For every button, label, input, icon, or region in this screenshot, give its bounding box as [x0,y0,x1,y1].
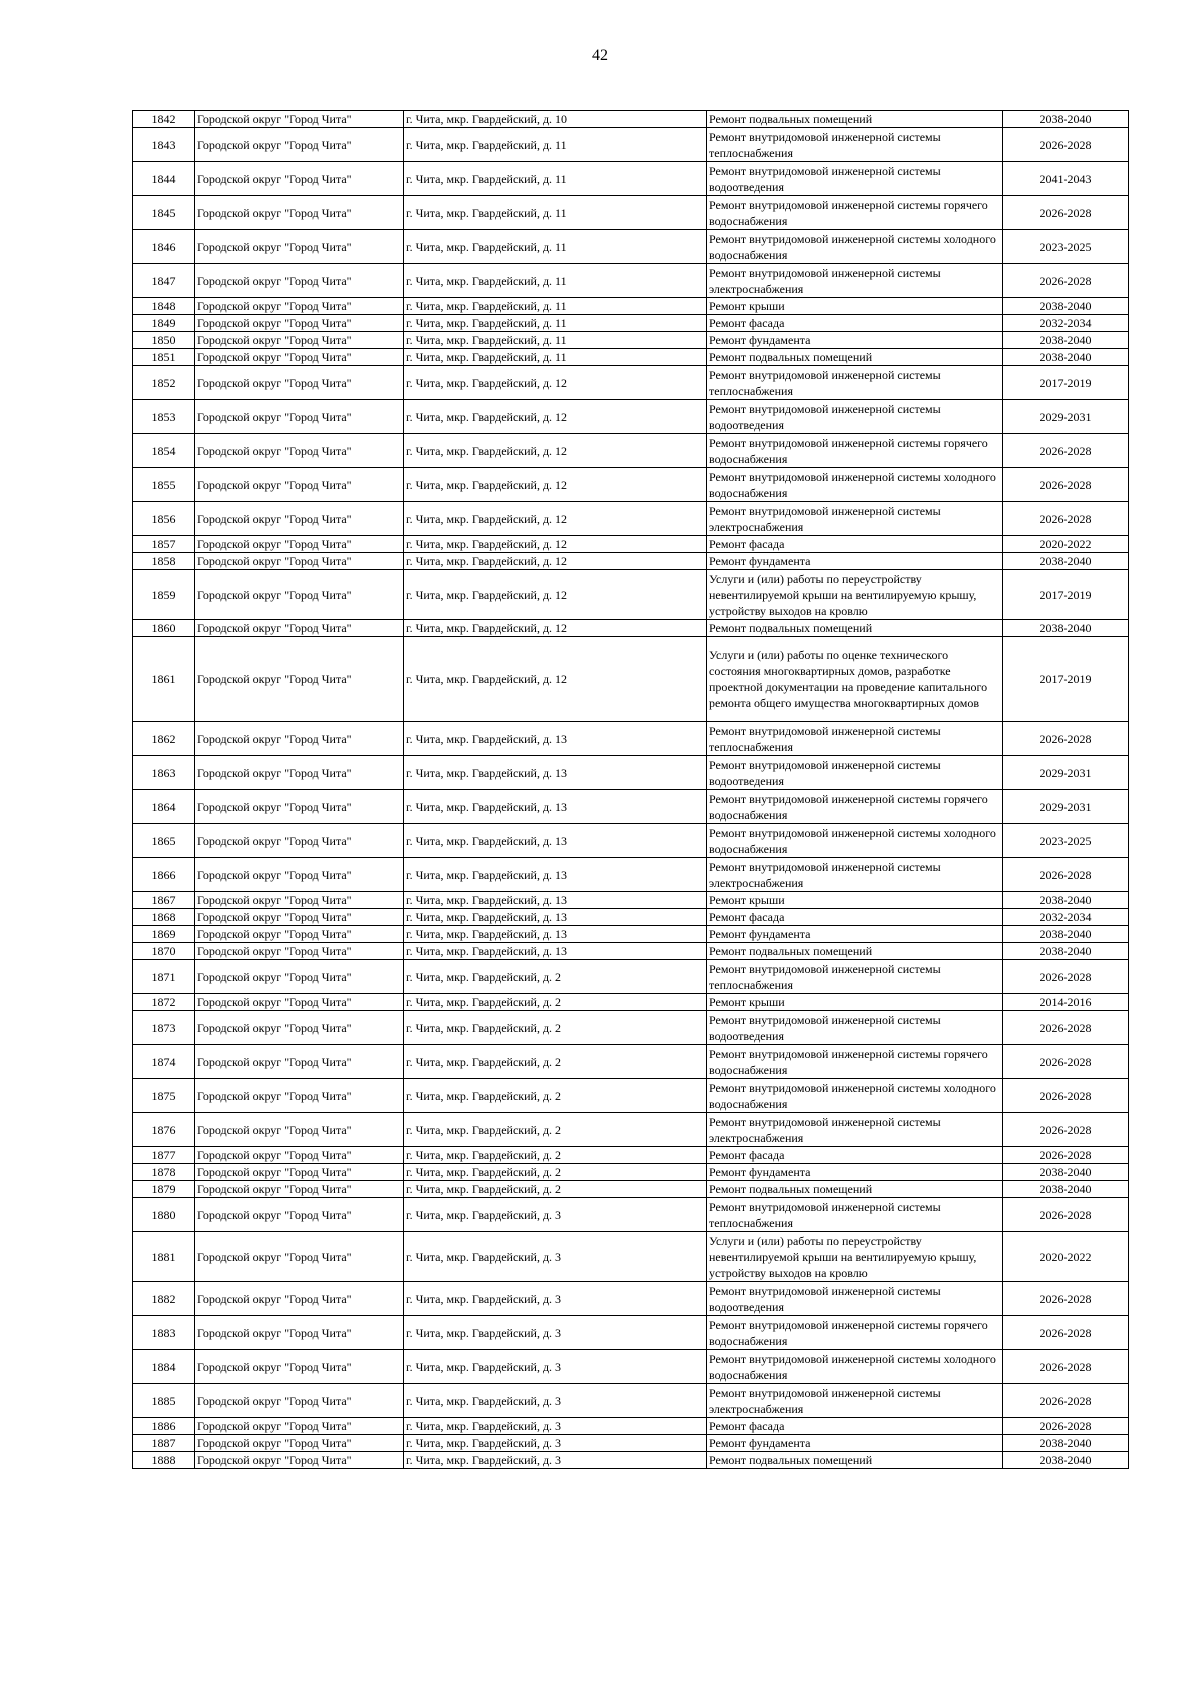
address-cell: г. Чита, мкр. Гвардейский, д. 3 [404,1282,707,1316]
row-number: 1855 [133,468,195,502]
page-number: 42 [592,47,608,64]
work-type-cell: Ремонт фасада [707,536,1003,553]
work-type-cell: Ремонт подвальных помещений [707,349,1003,366]
table-row [133,434,1129,468]
municipality-cell: Городской округ "Город Чита" [195,1232,404,1282]
address-cell: г. Чита, мкр. Гвардейский, д. 12 [404,468,707,502]
address-cell: г. Чита, мкр. Гвардейский, д. 13 [404,722,707,756]
table-row [133,400,1129,434]
work-type-cell: Ремонт внутридомовой инженерной системы горячего водоснабжения [707,1316,1003,1350]
period-cell: 2038-2040 [1003,1452,1129,1469]
municipality-cell: Городской округ "Город Чита" [195,128,404,162]
row-number: 1858 [133,553,195,570]
work-type-cell: Ремонт крыши [707,892,1003,909]
work-type-cell: Ремонт фундамента [707,1164,1003,1181]
work-type-cell: Ремонт внутридомовой инженерной системы электроснабжения [707,264,1003,298]
period-cell: 2026-2028 [1003,1282,1129,1316]
work-type-cell: Ремонт внутридомовой инженерной системы холодного водоснабжения [707,230,1003,264]
row-number: 1878 [133,1164,195,1181]
table-row [133,502,1129,536]
row-number: 1856 [133,502,195,536]
table-row [133,570,1129,620]
address-cell: г. Чита, мкр. Гвардейский, д. 11 [404,230,707,264]
address-cell: г. Чита, мкр. Гвардейский, д. 11 [404,196,707,230]
period-cell: 2026-2028 [1003,468,1129,502]
row-number: 1862 [133,722,195,756]
table-row [133,1045,1129,1079]
municipality-cell: Городской округ "Город Чита" [195,196,404,230]
row-number: 1882 [133,1282,195,1316]
municipality-cell: Городской округ "Город Чита" [195,111,404,128]
address-cell: г. Чита, мкр. Гвардейский, д. 10 [404,111,707,128]
period-cell: 2026-2028 [1003,1113,1129,1147]
municipality-cell: Городской округ "Город Чита" [195,858,404,892]
municipality-cell: Городской округ "Город Чита" [195,960,404,994]
period-cell: 2014-2016 [1003,994,1129,1011]
address-cell: г. Чита, мкр. Гвардейский, д. 12 [404,434,707,468]
address-cell: г. Чита, мкр. Гвардейский, д. 3 [404,1198,707,1232]
address-cell: г. Чита, мкр. Гвардейский, д. 2 [404,1079,707,1113]
work-type-cell: Ремонт фундамента [707,926,1003,943]
row-number: 1869 [133,926,195,943]
municipality-cell: Городской округ "Город Чита" [195,1198,404,1232]
municipality-cell: Городской округ "Город Чита" [195,1079,404,1113]
work-type-cell: Ремонт внутридомовой инженерной системы теплоснабжения [707,722,1003,756]
municipality-cell: Городской округ "Город Чита" [195,349,404,366]
row-number: 1877 [133,1147,195,1164]
work-type-cell: Ремонт внутридомовой инженерной системы горячего водоснабжения [707,196,1003,230]
address-cell: г. Чита, мкр. Гвардейский, д. 2 [404,960,707,994]
work-type-cell: Ремонт внутридомовой инженерной системы холодного водоснабжения [707,824,1003,858]
row-number: 1863 [133,756,195,790]
municipality-cell: Городской округ "Город Чита" [195,570,404,620]
municipality-cell: Городской округ "Город Чита" [195,637,404,722]
work-type-cell: Ремонт внутридомовой инженерной системы водоотведения [707,1011,1003,1045]
work-type-cell: Ремонт внутридомовой инженерной системы электроснабжения [707,858,1003,892]
address-cell: г. Чита, мкр. Гвардейский, д. 3 [404,1384,707,1418]
row-number: 1847 [133,264,195,298]
period-cell: 2026-2028 [1003,1384,1129,1418]
row-number: 1854 [133,434,195,468]
address-cell: г. Чита, мкр. Гвардейский, д. 3 [404,1316,707,1350]
table-row [133,790,1129,824]
work-type-cell: Ремонт подвальных помещений [707,1181,1003,1198]
address-cell: г. Чита, мкр. Гвардейский, д. 3 [404,1435,707,1452]
table-row [133,1198,1129,1232]
municipality-cell: Городской округ "Город Чита" [195,1113,404,1147]
work-type-cell: Ремонт внутридомовой инженерной системы холодного водоснабжения [707,468,1003,502]
row-number: 1875 [133,1079,195,1113]
work-type-cell: Ремонт внутридомовой инженерной системы горячего водоснабжения [707,434,1003,468]
work-type-cell: Ремонт внутридомовой инженерной системы водоотведения [707,756,1003,790]
table-row [133,349,1129,366]
period-cell: 2026-2028 [1003,960,1129,994]
address-cell: г. Чита, мкр. Гвардейский, д. 12 [404,502,707,536]
table-row [133,1113,1129,1147]
table-row [133,1316,1129,1350]
work-type-cell: Ремонт фундамента [707,553,1003,570]
work-type-cell: Ремонт внутридомовой инженерной системы электроснабжения [707,1384,1003,1418]
work-type-cell: Услуги и (или) работы по переустройству невентилируемой крыши на вентилируемую крышу, устройству выходов на кровлю [707,570,1003,620]
table-row [133,315,1129,332]
work-type-cell: Ремонт фасада [707,909,1003,926]
municipality-cell: Городской округ "Город Чита" [195,994,404,1011]
address-cell: г. Чита, мкр. Гвардейский, д. 13 [404,943,707,960]
work-type-cell: Ремонт внутридомовой инженерной системы холодного водоснабжения [707,1079,1003,1113]
table-row [133,637,1129,722]
period-cell: 2029-2031 [1003,400,1129,434]
table-row [133,722,1129,756]
period-cell: 2026-2028 [1003,434,1129,468]
row-number: 1881 [133,1232,195,1282]
table-row [133,196,1129,230]
table-row [133,909,1129,926]
municipality-cell: Городской округ "Город Чита" [195,434,404,468]
municipality-cell: Городской округ "Город Чита" [195,162,404,196]
period-cell: 2026-2028 [1003,128,1129,162]
row-number: 1845 [133,196,195,230]
address-cell: г. Чита, мкр. Гвардейский, д. 11 [404,128,707,162]
address-cell: г. Чита, мкр. Гвардейский, д. 11 [404,332,707,349]
work-type-cell: Ремонт фундамента [707,332,1003,349]
address-cell: г. Чита, мкр. Гвардейский, д. 13 [404,858,707,892]
period-cell: 2026-2028 [1003,1045,1129,1079]
period-cell: 2026-2028 [1003,1079,1129,1113]
row-number: 1850 [133,332,195,349]
period-cell: 2026-2028 [1003,722,1129,756]
row-number: 1871 [133,960,195,994]
work-type-cell: Ремонт фасада [707,315,1003,332]
work-type-cell: Ремонт внутридомовой инженерной системы водоотведения [707,162,1003,196]
row-number: 1851 [133,349,195,366]
municipality-cell: Городской округ "Город Чита" [195,1316,404,1350]
table-row [133,1350,1129,1384]
address-cell: г. Чита, мкр. Гвардейский, д. 12 [404,400,707,434]
municipality-cell: Городской округ "Город Чита" [195,909,404,926]
period-cell: 2038-2040 [1003,553,1129,570]
address-cell: г. Чита, мкр. Гвардейский, д. 11 [404,162,707,196]
address-cell: г. Чита, мкр. Гвардейский, д. 11 [404,264,707,298]
row-number: 1860 [133,620,195,637]
row-number: 1857 [133,536,195,553]
period-cell: 2032-2034 [1003,909,1129,926]
address-cell: г. Чита, мкр. Гвардейский, д. 13 [404,824,707,858]
work-type-cell: Ремонт фасада [707,1418,1003,1435]
municipality-cell: Городской округ "Город Чита" [195,1011,404,1045]
repair-schedule-table [132,110,1129,1469]
address-cell: г. Чита, мкр. Гвардейский, д. 13 [404,756,707,790]
municipality-cell: Городской округ "Город Чита" [195,1181,404,1198]
municipality-cell: Городской округ "Город Чита" [195,756,404,790]
period-cell: 2029-2031 [1003,790,1129,824]
row-number: 1872 [133,994,195,1011]
row-number: 1873 [133,1011,195,1045]
municipality-cell: Городской округ "Город Чита" [195,366,404,400]
period-cell: 2038-2040 [1003,1181,1129,1198]
work-type-cell: Ремонт подвальных помещений [707,111,1003,128]
period-cell: 2017-2019 [1003,637,1129,722]
municipality-cell: Городской округ "Город Чита" [195,790,404,824]
table-row [133,128,1129,162]
row-number: 1842 [133,111,195,128]
municipality-cell: Городской округ "Город Чита" [195,1147,404,1164]
work-type-cell: Ремонт внутридомовой инженерной системы горячего водоснабжения [707,1045,1003,1079]
municipality-cell: Городской округ "Город Чита" [195,1282,404,1316]
municipality-cell: Городской округ "Город Чита" [195,468,404,502]
address-cell: г. Чита, мкр. Гвардейский, д. 3 [404,1350,707,1384]
period-cell: 2029-2031 [1003,756,1129,790]
address-cell: г. Чита, мкр. Гвардейский, д. 13 [404,909,707,926]
municipality-cell: Городской округ "Город Чита" [195,943,404,960]
work-type-cell: Услуги и (или) работы по оценке технического состояния многоквартирных домов, разработке проектной документации на проведение капитального ремонта общего имущества многоквартирных домов [707,637,1003,722]
row-number: 1887 [133,1435,195,1452]
work-type-cell: Ремонт внутридомовой инженерной системы теплоснабжения [707,366,1003,400]
address-cell: г. Чита, мкр. Гвардейский, д. 2 [404,1045,707,1079]
table-row [133,1079,1129,1113]
period-cell: 2038-2040 [1003,620,1129,637]
table-row [133,994,1129,1011]
address-cell: г. Чита, мкр. Гвардейский, д. 11 [404,298,707,315]
work-type-cell: Ремонт подвальных помещений [707,620,1003,637]
address-cell: г. Чита, мкр. Гвардейский, д. 12 [404,637,707,722]
table-row [133,1181,1129,1198]
address-cell: г. Чита, мкр. Гвардейский, д. 2 [404,1164,707,1181]
work-type-cell: Ремонт внутридомовой инженерной системы водоотведения [707,400,1003,434]
period-cell: 2026-2028 [1003,264,1129,298]
work-type-cell: Ремонт крыши [707,994,1003,1011]
municipality-cell: Городской округ "Город Чита" [195,1045,404,1079]
municipality-cell: Городской округ "Город Чита" [195,332,404,349]
table-row [133,1232,1129,1282]
row-number: 1852 [133,366,195,400]
table-row [133,756,1129,790]
period-cell: 2038-2040 [1003,1435,1129,1452]
period-cell: 2026-2028 [1003,1418,1129,1435]
period-cell: 2017-2019 [1003,366,1129,400]
row-number: 1849 [133,315,195,332]
period-cell: 2038-2040 [1003,298,1129,315]
period-cell: 2038-2040 [1003,111,1129,128]
address-cell: г. Чита, мкр. Гвардейский, д. 13 [404,926,707,943]
address-cell: г. Чита, мкр. Гвардейский, д. 12 [404,570,707,620]
table-row [133,1282,1129,1316]
municipality-cell: Городской округ "Город Чита" [195,926,404,943]
address-cell: г. Чита, мкр. Гвардейский, д. 2 [404,1113,707,1147]
row-number: 1874 [133,1045,195,1079]
period-cell: 2026-2028 [1003,1198,1129,1232]
table-row [133,1164,1129,1181]
table-row [133,1435,1129,1452]
period-cell: 2032-2034 [1003,315,1129,332]
address-cell: г. Чита, мкр. Гвардейский, д. 12 [404,366,707,400]
table-row [133,1418,1129,1435]
address-cell: г. Чита, мкр. Гвардейский, д. 3 [404,1452,707,1469]
table-body [133,111,1129,1469]
row-number: 1883 [133,1316,195,1350]
work-type-cell: Ремонт крыши [707,298,1003,315]
municipality-cell: Городской округ "Город Чита" [195,1418,404,1435]
period-cell: 2023-2025 [1003,230,1129,264]
work-type-cell: Ремонт внутридомовой инженерной системы водоотведения [707,1282,1003,1316]
address-cell: г. Чита, мкр. Гвардейский, д. 11 [404,349,707,366]
period-cell: 2041-2043 [1003,162,1129,196]
row-number: 1864 [133,790,195,824]
table-row [133,926,1129,943]
municipality-cell: Городской округ "Город Чита" [195,553,404,570]
work-type-cell: Услуги и (или) работы по переустройству невентилируемой крыши на вентилируемую крышу, устройству выходов на кровлю [707,1232,1003,1282]
municipality-cell: Городской округ "Город Чита" [195,620,404,637]
table-row [133,892,1129,909]
period-cell: 2026-2028 [1003,1350,1129,1384]
municipality-cell: Городской округ "Город Чита" [195,1384,404,1418]
address-cell: г. Чита, мкр. Гвардейский, д. 12 [404,536,707,553]
work-type-cell: Ремонт внутридомовой инженерной системы горячего водоснабжения [707,790,1003,824]
table-row [133,1011,1129,1045]
address-cell: г. Чита, мкр. Гвардейский, д. 2 [404,1011,707,1045]
address-cell: г. Чита, мкр. Гвардейский, д. 12 [404,553,707,570]
municipality-cell: Городской округ "Город Чита" [195,1350,404,1384]
period-cell: 2026-2028 [1003,858,1129,892]
period-cell: 2026-2028 [1003,196,1129,230]
municipality-cell: Городской округ "Город Чита" [195,502,404,536]
municipality-cell: Городской округ "Город Чита" [195,1435,404,1452]
period-cell: 2038-2040 [1003,1164,1129,1181]
address-cell: г. Чита, мкр. Гвардейский, д. 3 [404,1232,707,1282]
table-row [133,468,1129,502]
row-number: 1880 [133,1198,195,1232]
municipality-cell: Городской округ "Город Чита" [195,824,404,858]
period-cell: 2026-2028 [1003,1316,1129,1350]
work-type-cell: Ремонт внутридомовой инженерной системы теплоснабжения [707,1198,1003,1232]
municipality-cell: Городской округ "Город Чита" [195,264,404,298]
table-row [133,553,1129,570]
period-cell: 2038-2040 [1003,349,1129,366]
table-row [133,162,1129,196]
work-type-cell: Ремонт внутридомовой инженерной системы электроснабжения [707,1113,1003,1147]
row-number: 1886 [133,1418,195,1435]
municipality-cell: Городской округ "Город Чита" [195,892,404,909]
row-number: 1879 [133,1181,195,1198]
period-cell: 2038-2040 [1003,332,1129,349]
table-row [133,111,1129,128]
period-cell: 2020-2022 [1003,1232,1129,1282]
table-row [133,1147,1129,1164]
row-number: 1861 [133,637,195,722]
row-number: 1843 [133,128,195,162]
table-row [133,264,1129,298]
table-row [133,1452,1129,1469]
table-row [133,536,1129,553]
municipality-cell: Городской округ "Город Чита" [195,1164,404,1181]
table-row [133,824,1129,858]
address-cell: г. Чита, мкр. Гвардейский, д. 3 [404,1418,707,1435]
period-cell: 2038-2040 [1003,892,1129,909]
row-number: 1844 [133,162,195,196]
period-cell: 2026-2028 [1003,1011,1129,1045]
row-number: 1868 [133,909,195,926]
table-row [133,1384,1129,1418]
address-cell: г. Чита, мкр. Гвардейский, д. 11 [404,315,707,332]
municipality-cell: Городской округ "Город Чита" [195,315,404,332]
work-type-cell: Ремонт внутридомовой инженерной системы электроснабжения [707,502,1003,536]
table-row [133,620,1129,637]
period-cell: 2038-2040 [1003,926,1129,943]
period-cell: 2020-2022 [1003,536,1129,553]
work-type-cell: Ремонт внутридомовой инженерной системы холодного водоснабжения [707,1350,1003,1384]
address-cell: г. Чита, мкр. Гвардейский, д. 13 [404,892,707,909]
row-number: 1885 [133,1384,195,1418]
work-type-cell: Ремонт подвальных помещений [707,1452,1003,1469]
table-row [133,298,1129,315]
row-number: 1859 [133,570,195,620]
table-row [133,943,1129,960]
period-cell: 2026-2028 [1003,1147,1129,1164]
row-number: 1870 [133,943,195,960]
work-type-cell: Ремонт фасада [707,1147,1003,1164]
municipality-cell: Городской округ "Город Чита" [195,1452,404,1469]
municipality-cell: Городской округ "Город Чита" [195,722,404,756]
row-number: 1846 [133,230,195,264]
work-type-cell: Ремонт внутридомовой инженерной системы теплоснабжения [707,960,1003,994]
table-row [133,230,1129,264]
period-cell: 2026-2028 [1003,502,1129,536]
row-number: 1867 [133,892,195,909]
municipality-cell: Городской округ "Город Чита" [195,230,404,264]
table-row [133,332,1129,349]
row-number: 1888 [133,1452,195,1469]
row-number: 1876 [133,1113,195,1147]
row-number: 1884 [133,1350,195,1384]
municipality-cell: Городской округ "Город Чита" [195,536,404,553]
table-row [133,366,1129,400]
municipality-cell: Городской округ "Город Чита" [195,298,404,315]
table-row [133,858,1129,892]
row-number: 1853 [133,400,195,434]
period-cell: 2017-2019 [1003,570,1129,620]
period-cell: 2038-2040 [1003,943,1129,960]
work-type-cell: Ремонт внутридомовой инженерной системы теплоснабжения [707,128,1003,162]
table-row [133,960,1129,994]
address-cell: г. Чита, мкр. Гвардейский, д. 12 [404,620,707,637]
address-cell: г. Чита, мкр. Гвардейский, д. 2 [404,1147,707,1164]
row-number: 1865 [133,824,195,858]
municipality-cell: Городской округ "Город Чита" [195,400,404,434]
address-cell: г. Чита, мкр. Гвардейский, д. 2 [404,1181,707,1198]
address-cell: г. Чита, мкр. Гвардейский, д. 13 [404,790,707,824]
address-cell: г. Чита, мкр. Гвардейский, д. 2 [404,994,707,1011]
row-number: 1866 [133,858,195,892]
row-number: 1848 [133,298,195,315]
work-type-cell: Ремонт подвальных помещений [707,943,1003,960]
work-type-cell: Ремонт фундамента [707,1435,1003,1452]
period-cell: 2023-2025 [1003,824,1129,858]
